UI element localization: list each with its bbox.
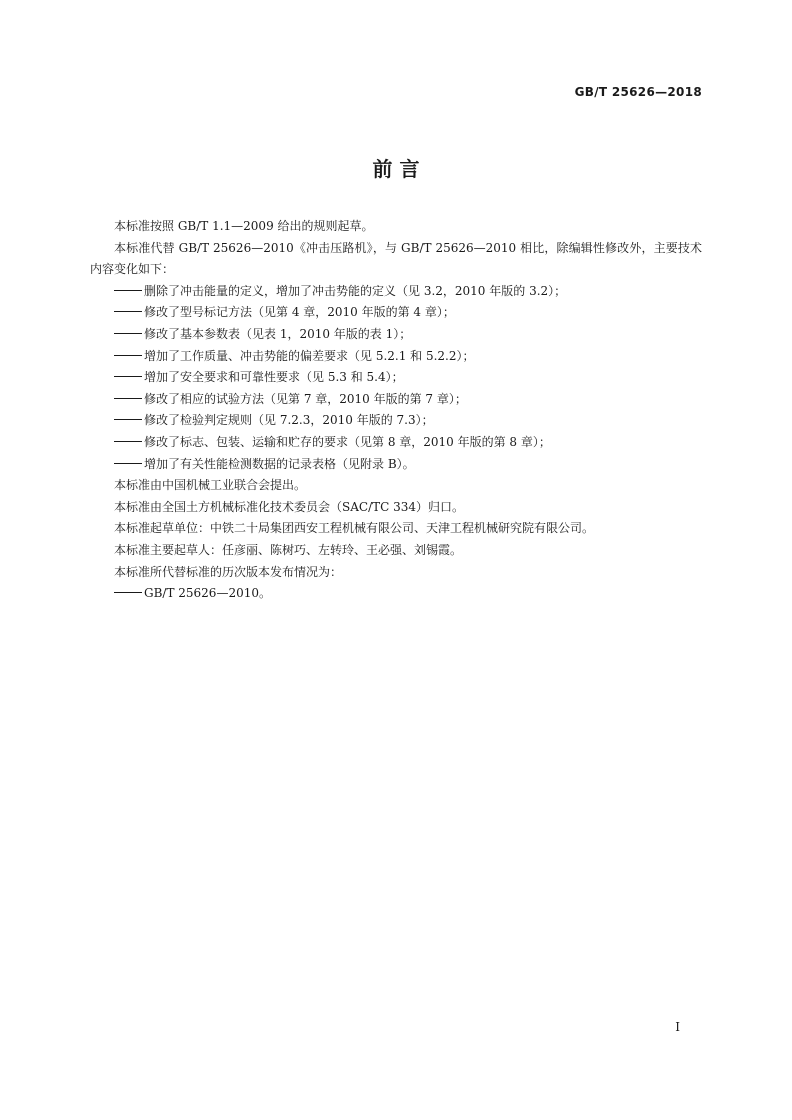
dash-mark (114, 376, 142, 377)
change-item (90, 281, 702, 303)
change-text: 删除了冲击能量的定义，增加了冲击势能的定义（见 3.2，2010 年版的 3.2）； (144, 283, 567, 298)
intro-paragraph: 本标准代替 GB/T 25626—2010《冲击压路机》，与 GB/T 25626—2010 相比，除编辑性修改外，主要技术内容变化如下： (90, 240, 702, 277)
info-paragraph: 本标准起草单位：中铁二十局集团西安工程机械有限公司、天津工程机械研究院有限公司。 (114, 521, 595, 536)
change-item (90, 454, 702, 476)
standard-code: GB/T 25626—2018 (574, 85, 702, 99)
info-paragraph: 本标准由中国机械工业联合会提出。 (114, 478, 307, 493)
change-item (90, 410, 702, 432)
change-item (90, 389, 702, 411)
info-paragraph: 本标准所代替标准的历次版本发布情况为： (114, 564, 343, 579)
change-text: 修改了检验判定规则（见 7.2.3，2010 年版的 7.3）； (144, 413, 434, 428)
change-text: 修改了型号标记方法（见第 4 章，2010 年版的第 4 章）； (144, 305, 455, 320)
change-item (90, 346, 702, 368)
page-title: 前 言 (372, 157, 420, 181)
dash-mark (114, 333, 142, 334)
change-item (90, 302, 702, 324)
dash-mark (114, 592, 142, 593)
history-text: GB/T 25626—2010。 (144, 586, 271, 601)
dash-mark (114, 441, 142, 442)
change-text: 修改了相应的试验方法（见第 7 章，2010 年版的第 7 章）； (144, 391, 467, 406)
change-text: 增加了工作质量、冲击势能的偏差要求（见 5.2.1 和 5.2.2）； (144, 348, 475, 363)
page-number: I (675, 1020, 680, 1034)
intro-paragraph: 本标准按照 GB/T 1.1—2009 给出的规则起草。 (114, 219, 374, 233)
history-item (90, 583, 702, 605)
info-paragraph: 本标准由全国土方机械标准化技术委员会（SAC/TC 334）归口。 (114, 499, 465, 514)
change-item (90, 324, 702, 346)
change-text: 增加了安全要求和可靠性要求（见 5.3 和 5.4）； (144, 370, 404, 385)
dash-mark (114, 355, 142, 356)
dash-mark (114, 419, 142, 420)
dash-mark (114, 463, 142, 464)
dash-mark (114, 290, 142, 291)
change-text: 修改了标志、包装、运输和贮存的要求（见第 8 章，2010 年版的第 8 章）； (144, 434, 551, 449)
change-item (90, 367, 702, 389)
dash-mark (114, 311, 142, 312)
change-item (90, 432, 702, 454)
change-text: 修改了基本参数表（见表 1，2010 年版的表 1）； (144, 326, 412, 341)
info-paragraph: 本标准主要起草人：任彦丽、陈树巧、左转玲、王必强、刘锡霞。 (114, 542, 463, 557)
document-body (90, 216, 702, 605)
dash-mark (114, 398, 142, 399)
change-text: 增加了有关性能检测数据的记录表格（见附录 B）。 (144, 456, 415, 471)
